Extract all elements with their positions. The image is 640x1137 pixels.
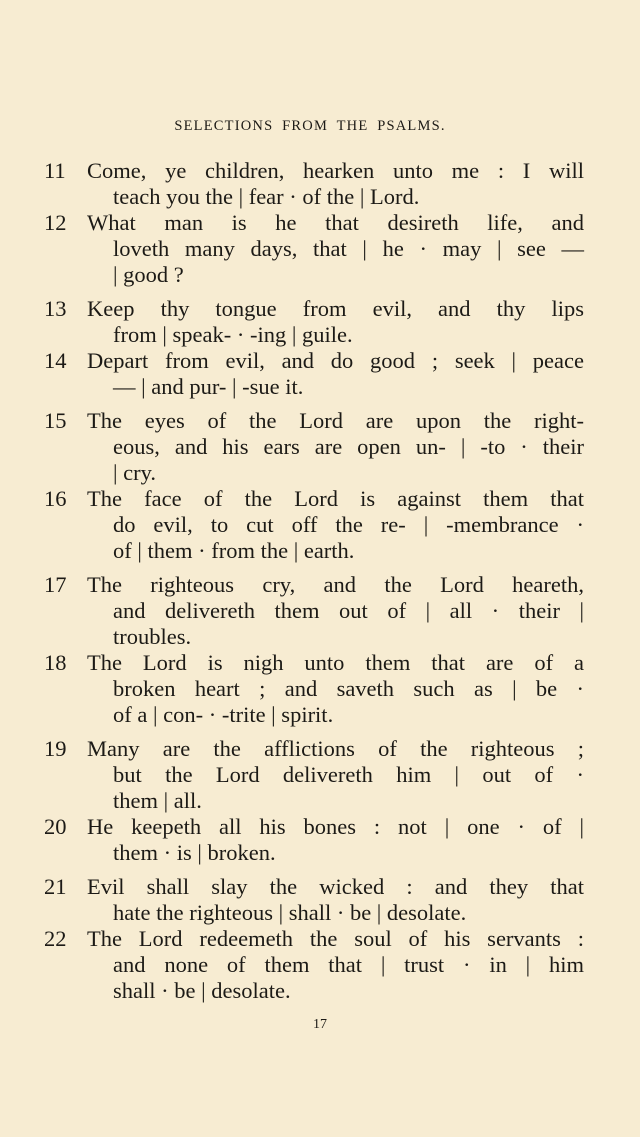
verse-line: of | them · from the | earth. (113, 538, 355, 563)
verse-number: 20 (44, 814, 67, 839)
verse-21 (44, 874, 584, 926)
verse-line: The Lord is nigh unto them that are of a (87, 650, 584, 675)
verse-line: and none of them that | trust · in | him (113, 952, 584, 977)
verse-13 (44, 296, 584, 348)
verse-line: from | speak- · -ing | guile. (113, 322, 353, 347)
verse-line: eous, and his ears are open un- | -to · their (113, 434, 584, 459)
page-number: 17 (313, 1017, 327, 1032)
verse-number: 14 (44, 348, 67, 373)
verse-list (44, 158, 584, 1004)
verse-line: Evil shall slay the wicked : and they that (87, 874, 584, 899)
verse-12 (44, 210, 584, 288)
verse-line: them · is | broken. (113, 840, 276, 865)
verse-line: Depart from evil, and do good ; seek | peace (87, 348, 584, 373)
verse-16 (44, 486, 584, 564)
verse-line: them | all. (113, 788, 202, 813)
verse-19 (44, 736, 584, 814)
verse-line: teach you the | fear · of the | Lord. (113, 184, 420, 209)
verse-line: He keepeth all his bones : not | one · of | (87, 814, 584, 839)
verse-number: 13 (44, 296, 67, 321)
verse-number: 16 (44, 486, 67, 511)
verse-number: 22 (44, 926, 67, 951)
verse-line: The righteous cry, and the Lord heareth, (87, 572, 584, 597)
verse-line: broken heart ; and saveth such as | be · (113, 676, 584, 701)
verse-line: shall · be | desolate. (113, 978, 291, 1003)
verse-number: 18 (44, 650, 67, 675)
verse-line: of a | con- · -trite | spirit. (113, 702, 334, 727)
verse-14 (44, 348, 584, 400)
verse-22 (44, 926, 584, 1004)
verse-line: The Lord redeemeth the soul of his servants : (87, 926, 584, 951)
verse-number: 17 (44, 572, 67, 597)
verse-line: — | and pur- | -sue it. (113, 374, 304, 399)
verse-number: 11 (44, 158, 66, 183)
verse-number: 19 (44, 736, 67, 761)
verse-number: 21 (44, 874, 67, 899)
verse-line: do evil, to cut off the re- | -membrance · (113, 512, 584, 537)
verse-number: 15 (44, 408, 67, 433)
verse-line: | cry. (113, 460, 157, 485)
verse-line: loveth many days, that | he · may | see — (113, 236, 584, 261)
verse-line: The face of the Lord is against them that (87, 486, 584, 511)
verse-line: Keep thy tongue from evil, and thy lips (87, 296, 584, 321)
verse-line: troubles. (113, 624, 192, 649)
verse-18 (44, 650, 584, 728)
verse-line: Many are the afflictions of the righteous ; (87, 736, 584, 761)
verse-line: Come, ye children, hearken unto me : I will (87, 158, 584, 183)
verse-11 (44, 158, 584, 210)
verse-line: The eyes of the Lord are upon the right- (87, 408, 584, 433)
verse-15 (44, 408, 584, 486)
verse-line: What man is he that desireth life, and (87, 210, 584, 235)
verse-line: hate the righteous | shall · be | desolate. (113, 900, 467, 925)
verse-line: but the Lord delivereth him | out of · (113, 762, 584, 787)
verse-number: 12 (44, 210, 67, 235)
running-head: SELECTIONS FROM THE PSALMS. (174, 118, 446, 134)
verse-20 (44, 814, 584, 866)
verse-line: and delivereth them out of | all · their | (113, 598, 584, 623)
verse-line: | good ? (113, 262, 184, 287)
verse-17 (44, 572, 584, 650)
